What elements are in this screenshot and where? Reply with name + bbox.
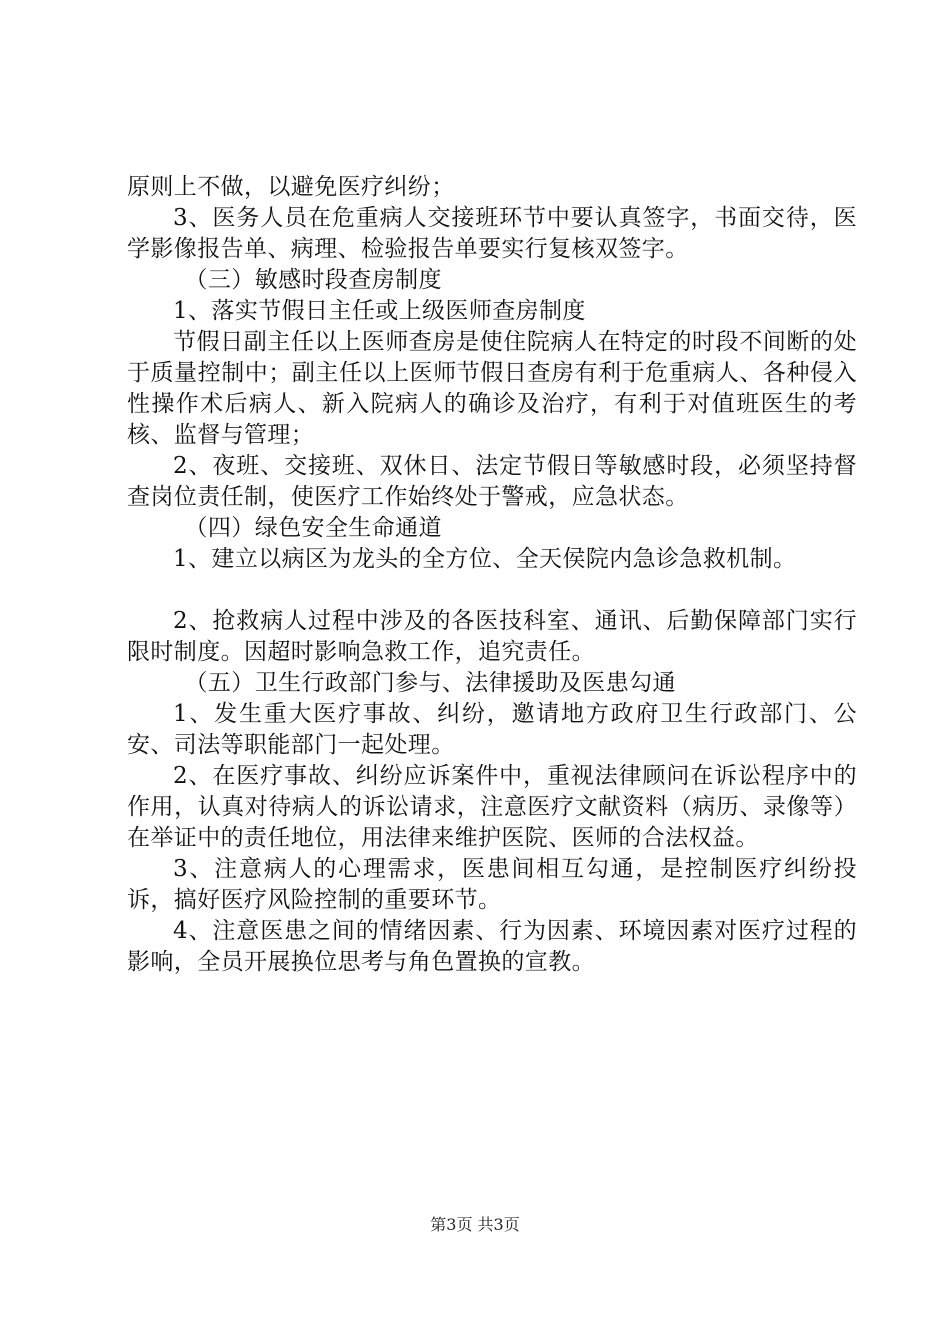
paragraph-continuation: 原则上不做，以避免医疗纠纷； [127,174,455,200]
section-heading-4: （四）绿色安全生命通道 [184,515,442,541]
paragraph-item-4: 4、注意医患之间的情绪因素、行为因素、环境因素对医疗过程的影响，全员开展换位思考与角色置换的宣教。 [127,918,857,975]
paragraph-item-1: 1、发生重大医疗事故、纠纷，邀请地方政府卫生行政部门、公安、司法等职能部门一起处理。 [127,701,857,758]
paragraph-item-2: 2、夜班、交接班、双休日、法定节假日等敏感时段，必须坚持督查岗位责任制，使医疗工作始终处于警戒，应急状态。 [127,453,857,510]
page-number: 第3页 共3页 [430,1215,520,1234]
paragraph-item-1: 1、落实节假日主任或上级医师查房制度 [173,298,586,324]
section-heading-5: （五）卫生行政部门参与、法律援助及医患勾通 [184,670,676,696]
page-footer [0,1215,950,1235]
paragraph-item-3: 3、注意病人的心理需求，医患间相互勾通，是控制医疗纠纷投诉，搞好医疗风险控制的重要环节。 [127,856,857,913]
document-body [127,172,857,978]
paragraph-item-1: 1、建立以病区为龙头的全方位、全天侯院内急诊急救机制。 [173,546,797,572]
paragraph-item-2: 2、在医疗事故、纠纷应诉案件中，重视法律顾问在诉讼程序中的作用，认真对待病人的诉讼请求，注意医疗文献资料（病历、录像等）在举证中的责任地位，用法律来维护医院、医师的合法权益。 [127,763,857,851]
paragraph-item-3: 3、医务人员在危重病人交接班环节中要认真签字，书面交待，医学影像报告单、病理、检验报告单要实行复核双签字。 [127,205,857,262]
paragraph-body: 节假日副主任以上医师查房是使住院病人在特定的时段不间断的处于质量控制中；副主任以上医师节假日查房有利于危重病人、各种侵入性操作术后病人、新入院病人的确诊及治疗，有利于对值班医生的考核、监督与管理； [127,329,857,448]
paragraph-item-2: 2、抢救病人过程中涉及的各医技科室、通讯、后勤保障部门实行限时制度。因超时影响急救工作，追究责任。 [127,608,857,665]
section-heading-3: （三）敏感时段查房制度 [184,267,442,293]
